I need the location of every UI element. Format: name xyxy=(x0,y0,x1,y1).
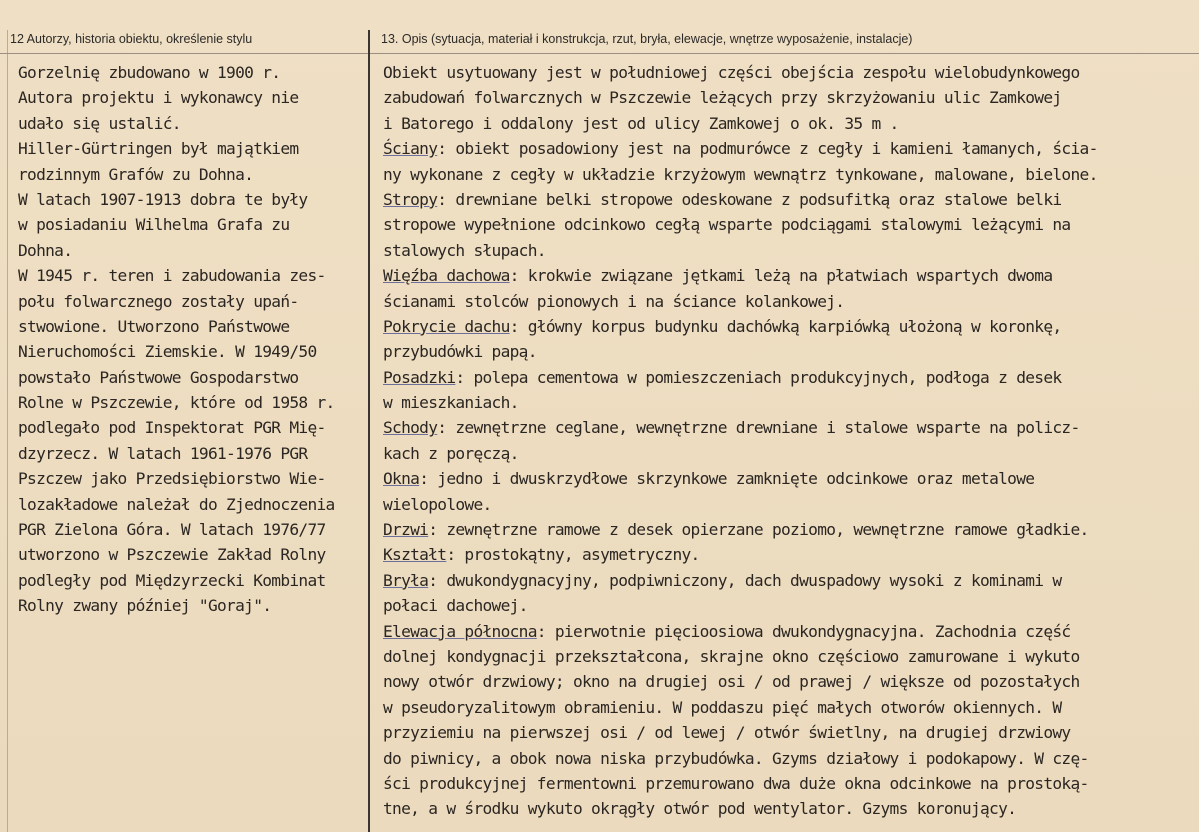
history-text-line: rodzinnym Grafów zu Dohna. xyxy=(18,164,254,184)
section-text: przyziemiu na pierwszej osi / od lewej / otwór świetlny, na drugiej drzwiowy xyxy=(383,723,1071,743)
section-heading: Posadzki xyxy=(383,367,456,387)
description-text-line xyxy=(383,60,1195,85)
section-text: : główny korpus budynku dachówką karpiówką ułożoną w koronkę, xyxy=(509,316,1062,336)
description-text-line xyxy=(383,136,1195,161)
card-edge-line xyxy=(7,30,8,832)
history-text-line: powstało Państwowe Gospodarstwo xyxy=(18,367,299,387)
section-text: ści produkcyjnej fermentowni przemurowano dwa duże okna odcinkowe na prostoką- xyxy=(383,773,1089,793)
description-text-line xyxy=(383,644,1195,669)
section-text: ny wykonane z cegły w układzie krzyżowym wewnątrz tynkowane, malowane, bielone. xyxy=(383,164,1098,184)
description-text-line xyxy=(383,568,1195,593)
description-text-line xyxy=(383,85,1195,110)
history-text-line: Pszczew jako Przedsiębiorstwo Wie- xyxy=(18,469,326,489)
section-text: stalowych słupach. xyxy=(383,240,546,260)
history-text-line: Rolne w Pszczewie, które od 1958 r. xyxy=(18,393,335,413)
section-heading: Elewacja północna xyxy=(383,621,537,641)
section-text: stropowe wypełnione odcinkowo cegłą wsparte podciągami stalowymi leżącymi na xyxy=(383,215,1071,235)
section-heading: Schody xyxy=(383,418,438,438)
section-text: : krokwie związane jętkami leżą na płatwiach wspartych dwoma xyxy=(509,266,1053,286)
history-text-line: Dohna. xyxy=(18,240,73,260)
section-text: przybudówki papą. xyxy=(383,342,537,362)
description-text-line xyxy=(383,619,1195,644)
section-heading: Drzwi xyxy=(383,520,429,540)
description-text-line xyxy=(383,415,1195,440)
description-text-line xyxy=(383,187,1195,212)
section-text: : zewnętrzne ramowe z desek opierzane poziomo, wewnętrzne ramowe gładkie. xyxy=(428,520,1089,540)
description-text-line xyxy=(383,466,1195,491)
section-heading: Okna xyxy=(383,469,420,489)
history-text-line: Hiller-Gürtringen był majątkiem xyxy=(18,139,299,159)
section-text: połaci dachowej. xyxy=(383,596,528,616)
history-text-line: podlegało pod Inspektorat PGR Mię- xyxy=(18,418,326,438)
description-text-line xyxy=(383,771,1195,796)
description-text-line xyxy=(383,695,1195,720)
description-text-line xyxy=(383,796,1195,821)
history-text-line: W 1945 r. teren i zabudowania zes- xyxy=(18,266,326,286)
description-text-line xyxy=(383,720,1195,745)
section-text: dolnej kondygnacji przekształcona, skrajne okno częściowo zamurowane i wykuto xyxy=(383,646,1080,666)
section-text: zabudowań folwarcznych w Pszczewie leżących przy skrzyżowaniu ulic Zamkowej xyxy=(383,88,1062,108)
section-text: : jedno i dwuskrzydłowe skrzynkowe zamknięte odcinkowe oraz metalowe xyxy=(419,469,1035,489)
history-text-line: Nieruchomości Ziemskie. W 1949/50 xyxy=(18,342,317,362)
description-text-line xyxy=(383,746,1195,771)
history-text-line: połu folwarcznego zostały upań- xyxy=(18,291,299,311)
section-text: wielopolowe. xyxy=(383,494,492,514)
header-description: 13. Opis (sytuacja, materiał i konstrukcja, rzut, bryła, elewacje, wnętrze wyposażenie, instalacje) xyxy=(381,32,913,46)
section-text: : pierwotnie pięcioosiowa dwukondygnacyjna. Zachodnia część xyxy=(536,621,1071,641)
section-heading: Więźba dachowa xyxy=(383,266,510,286)
section-heading: Stropy xyxy=(383,189,438,209)
description-text-line xyxy=(383,289,1195,314)
section-text: : dwukondygnacyjny, podpiwniczony, dach dwuspadowy wysoki z kominami w xyxy=(428,570,1062,590)
description-text-line xyxy=(383,593,1195,618)
header-authors-history: 12 Autorzy, historia obiektu, określenie stylu xyxy=(10,32,253,46)
history-text-line: w posiadaniu Wilhelma Grafa zu xyxy=(18,215,290,235)
history-text-line: utworzono w Pszczewie Zakład Rolny xyxy=(18,545,326,565)
description-text-line xyxy=(383,542,1195,567)
section-text: do piwnicy, a obok nowa niska przybudówka. Gzyms działowy i podokapowy. W czę- xyxy=(383,748,1089,768)
history-text-line: W latach 1907-1913 dobra te były xyxy=(18,189,308,209)
history-text-line: lozakładowe należał do Zjednoczenia xyxy=(18,494,335,514)
history-text-line: udało się ustalić. xyxy=(18,113,181,133)
description-text-line xyxy=(383,111,1195,136)
description-column xyxy=(383,60,1195,822)
description-text-line xyxy=(383,390,1195,415)
history-text-line: Autora projektu i wykonawcy nie xyxy=(18,88,299,108)
section-text: w pseudoryzalitowym obramieniu. W poddaszu pięć małych otworów okiennych. W xyxy=(383,697,1062,717)
section-heading: Kształt xyxy=(383,545,447,565)
history-text-line: podległy pod Międzyrzecki Kombinat xyxy=(18,570,326,590)
section-text: i Batorego i oddalony jest od ulicy Zamkowej o ok. 35 m . xyxy=(383,113,899,133)
history-text-line: PGR Zielona Góra. W latach 1976/77 xyxy=(18,520,326,540)
section-text: : drewniane belki stropowe odeskowane z podsufitką oraz stalowe belki xyxy=(437,189,1062,209)
description-text-line xyxy=(383,212,1195,237)
section-text: : prostokątny, asymetryczny. xyxy=(446,545,700,565)
section-heading: Bryła xyxy=(383,570,429,590)
description-text-line xyxy=(383,314,1195,339)
description-text-line xyxy=(383,492,1195,517)
section-heading: Pokrycie dachu xyxy=(383,316,510,336)
section-text: w mieszkaniach. xyxy=(383,393,519,413)
section-text: : zewnętrzne ceglane, wewnętrzne drewniane i stalowe wsparte na policz- xyxy=(437,418,1080,438)
description-text-line xyxy=(383,517,1195,542)
description-text-line xyxy=(383,339,1195,364)
section-text: : obiekt posadowiony jest na podmurówce z cegły i kamieni łamanych, ścia- xyxy=(437,139,1098,159)
history-column xyxy=(18,60,368,619)
section-text: ścianami stolców pionowych i na ściance kolankowej. xyxy=(383,291,845,311)
description-text-line xyxy=(383,162,1195,187)
description-text-line xyxy=(383,441,1195,466)
section-text: nowy otwór drzwiowy; okno na drugiej osi / od prawej / większe od pozostałych xyxy=(383,672,1080,692)
history-text-line: Gorzelnię zbudowano w 1900 r. xyxy=(18,63,281,82)
section-text: : polepa cementowa w pomieszczeniach produkcyjnych, podłoga z desek xyxy=(455,367,1062,387)
section-text: tne, a w środku wykuto okrągły otwór pod wentylator. Gzyms koronujący. xyxy=(383,799,1017,819)
history-text-line: Rolny zwany później "Goraj". xyxy=(18,596,272,616)
section-text: Obiekt usytuowany jest w południowej części obejścia zespołu wielobudynkowego xyxy=(383,63,1080,82)
column-divider xyxy=(368,30,370,832)
section-text: kach z poręczą. xyxy=(383,443,519,463)
description-text-line xyxy=(383,263,1195,288)
header-rule xyxy=(0,53,1199,54)
history-text-line: dzyrzecz. W latach 1961-1976 PGR xyxy=(18,443,308,463)
description-text-line xyxy=(383,238,1195,263)
section-heading: Ściany xyxy=(383,139,438,159)
history-text-line: stwowione. Utworzono Państwowe xyxy=(18,316,290,336)
description-text-line xyxy=(383,365,1195,390)
description-text-line xyxy=(383,669,1195,694)
